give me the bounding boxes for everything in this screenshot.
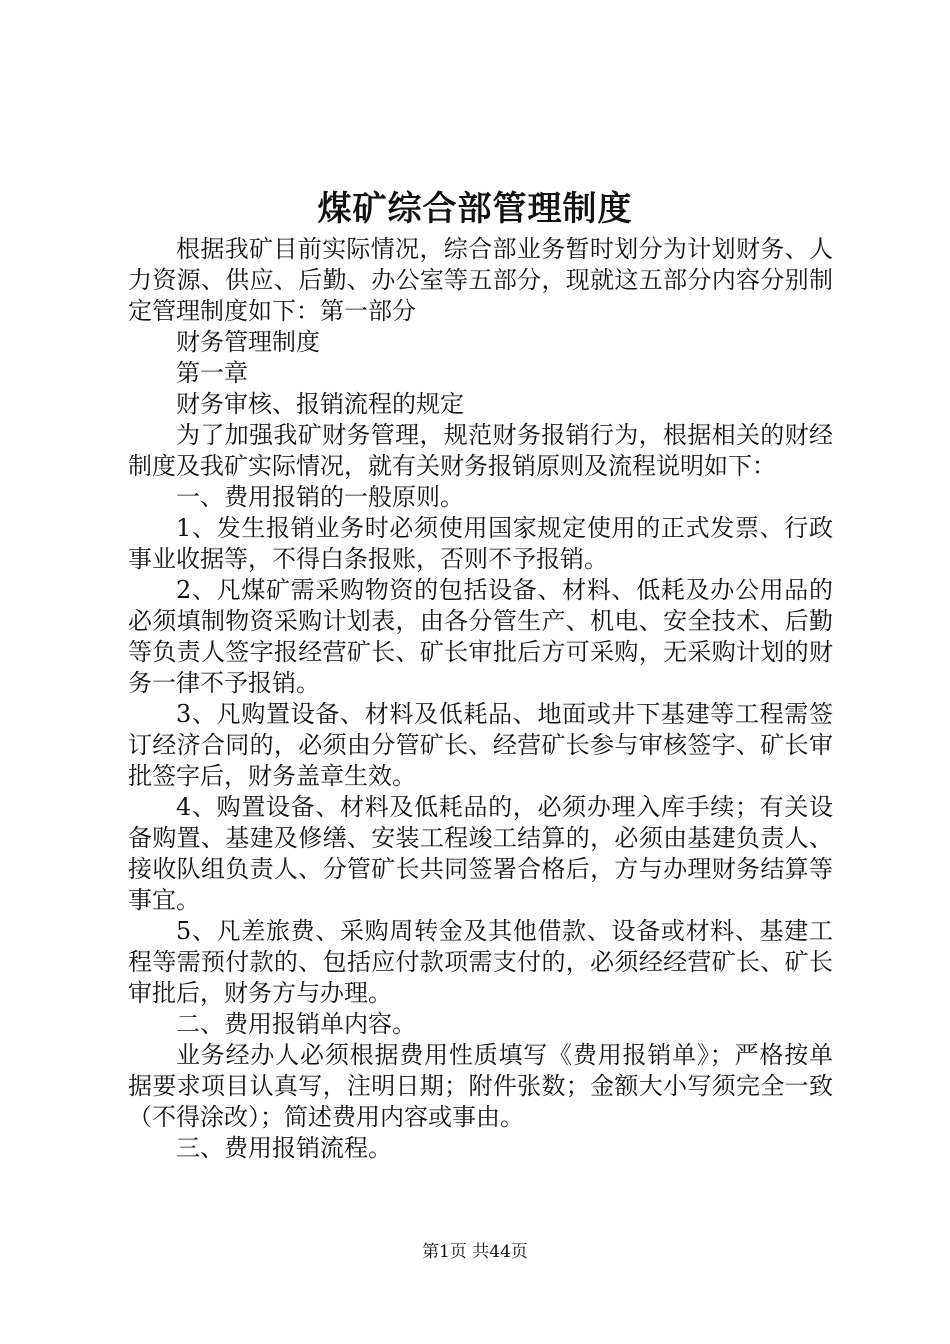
paragraph: 一、费用报销的一般原则。 bbox=[176, 483, 464, 511]
document-body bbox=[128, 234, 833, 1164]
paragraph: 1、发生报销业务时必须使用国家规定使用的正式发票、行政事业收据等，不得白条报账，否则不予报销。 bbox=[128, 514, 833, 573]
paragraph: 根据我矿目前实际情况，综合部业务暂时划分为计划财务、人力资源、供应、后勤、办公室等五部分，现就这五部分内容分别制定管理制度如下：第一部分 bbox=[128, 235, 833, 325]
paragraph: 4、购置设备、材料及低耗品的，必须办理入库手续；有关设备购置、基建及修缮、安装工程竣工结算的，必须由基建负责人、接收队组负责人、分管矿长共同签署合格后，方与办理财务结算等事宜。 bbox=[128, 793, 833, 914]
paragraph: 为了加强我矿财务管理，规范财务报销行为，根据相关的财经制度及我矿实际情况，就有关财务报销原则及流程说明如下： bbox=[128, 421, 833, 480]
paragraph: 三、费用报销流程。 bbox=[176, 1134, 392, 1162]
paragraph: 2、凡煤矿需采购物资的包括设备、材料、低耗及办公用品的必须填制物资采购计划表，由各分管生产、机电、安全技术、后勤等负责人签字报经营矿长、矿长审批后方可采购，无采购计划的财务一律不予报销。 bbox=[128, 576, 833, 697]
paragraph: 财务管理制度 bbox=[176, 328, 320, 356]
paragraph: 第一章 bbox=[176, 359, 248, 387]
paragraph: 财务审核、报销流程的规定 bbox=[176, 390, 464, 418]
paragraph: 5、凡差旅费、采购周转金及其他借款、设备或材料、基建工程等需预付款的、包括应付款项需支付的，必须经经营矿长、矿长审批后，财务方与办理。 bbox=[128, 917, 833, 1007]
paragraph: 业务经办人必须根据费用性质填写《费用报销单》；严格按单据要求项目认真写，注明日期；附件张数；金额大小写须完全一致（不得涂改）；简述费用内容或事由。 bbox=[128, 1041, 833, 1131]
document-title: 煤矿综合部管理制度 bbox=[317, 189, 633, 229]
paragraph: 二、费用报销单内容。 bbox=[176, 1010, 416, 1038]
paragraph: 3、凡购置设备、材料及低耗品、地面或井下基建等工程需签订经济合同的，必须由分管矿长、经营矿长参与审核签字、矿长审批签字后，财务盖章生效。 bbox=[128, 700, 833, 790]
page-number-footer: 第1页 共44页 bbox=[422, 1242, 528, 1262]
